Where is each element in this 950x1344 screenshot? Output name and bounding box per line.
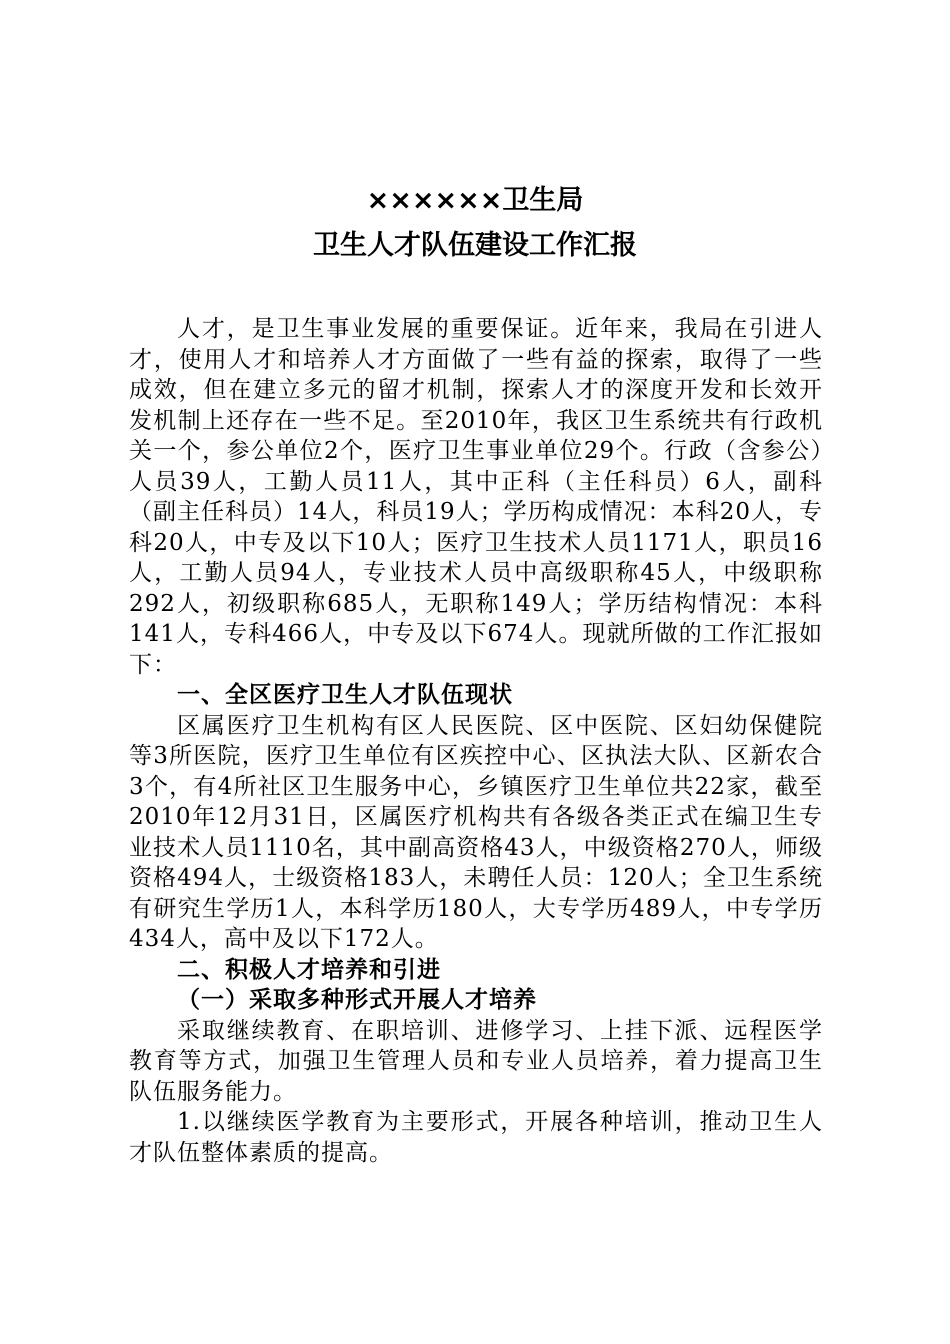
section-1-paragraph: 区属医疗卫生机构有区人民医院、区中医院、区妇幼保健院等3所医院，医疗卫生单位有区疾控中心、区执法大队、区新农合3个，有4所社区卫生服务中心，乡镇医疗卫生单位共22家，截至2010年12月31日，区属医疗机构共有各级各类正式在编卫生专业技术人员1110名，其中副高资格43人，中级资格270人，师级资格494人，士级资格183人，未聘任人员：120人；全卫生系统有研究生学历1人，本科学历180人，大专学历489人，中专学历434人，高中及以下172人。 xyxy=(129,712,823,952)
item-1-paragraph: 1.以继续医学教育为主要形式，开展各种培训，推动卫生人才队伍整体素质的提高。 xyxy=(129,1109,823,1166)
document-body xyxy=(129,314,823,1168)
intro-paragraph: 人才，是卫生事业发展的重要保证。近年来，我局在引进人才，使用人才和培养人才方面做了一些有益的探索，取得了一些成效，但在建立多元的留才机制，探索人才的深度开发和长效开发机制上还存在一些不足。至2010年，我区卫生系统共有行政机关一个，参公单位2个，医疗卫生事业单位29个。行政（含参公）人员39人，工勤人员11人，其中正科（主任科员）6人，副科（副主任科员）14人，科员19人；学历构成情况：本科20人，专科20人，中专及以下10人；医疗卫生技术人员1171人，职员16人，工勤人员94人，专业技术人员中高级职称45人，中级职称292人，初级职称685人，无职称149人；学历结构情况：本科141人，专科466人，中专及以下674人。现就所做的工作汇报如下： xyxy=(129,316,823,678)
section-1-heading: 一、全区医疗卫生人才队伍现状 xyxy=(177,682,513,708)
document-title-line-1: ××××××卫生局 xyxy=(366,185,584,216)
subsection-1-paragraph: 采取继续教育、在职培训、进修学习、上挂下派、远程医学教育等方式，加强卫生管理人员和专业人员培养，着力提高卫生队伍服务能力。 xyxy=(129,1017,823,1105)
document-title-line-2: 卫生人才队伍建设工作汇报 xyxy=(313,230,637,261)
section-2-heading: 二、积极人才培养和引进 xyxy=(177,956,441,983)
subsection-1-heading: （一）采取多种形式开展人才培养 xyxy=(177,987,537,1013)
